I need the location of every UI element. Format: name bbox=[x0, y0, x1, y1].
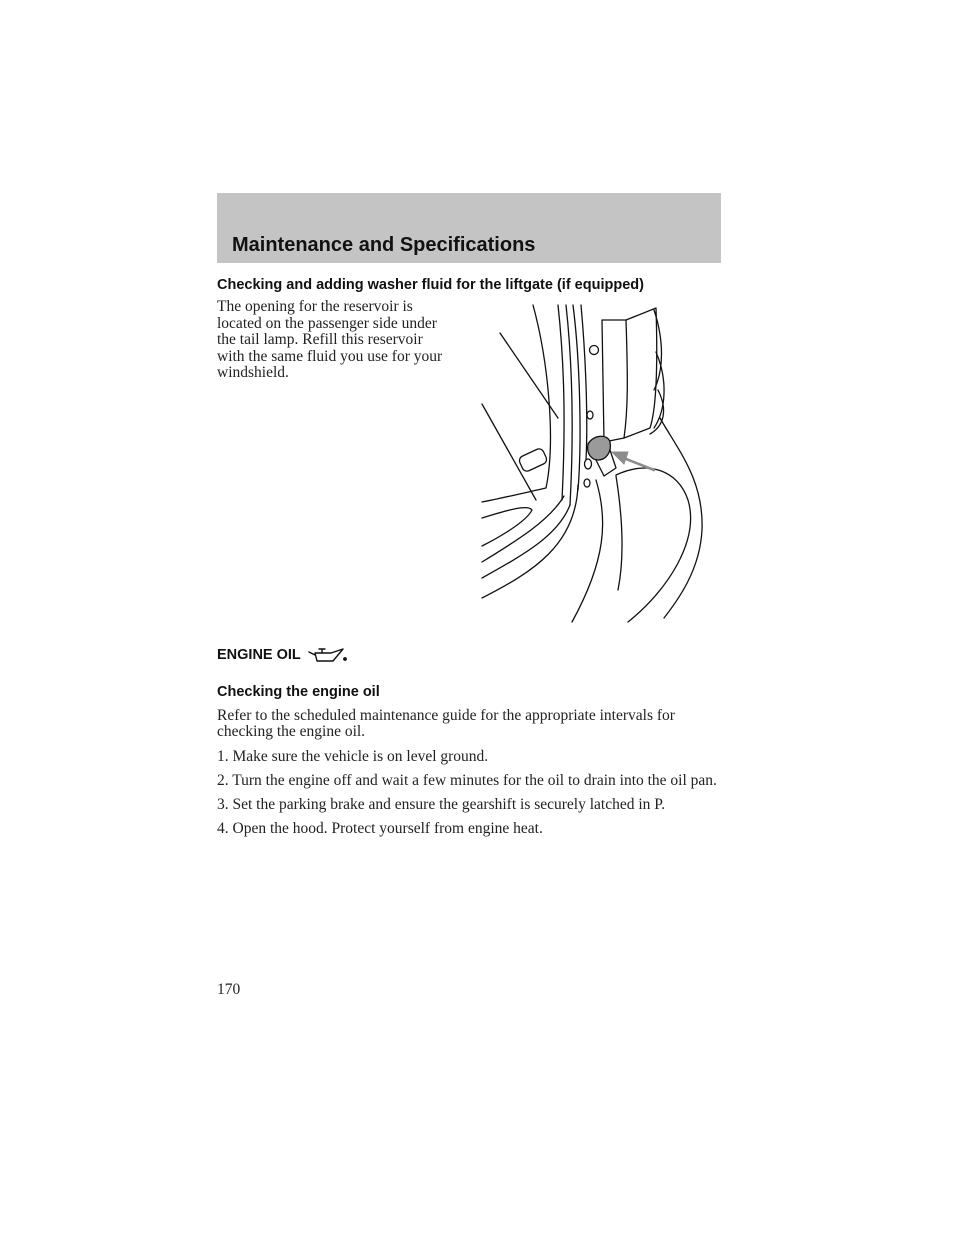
washer-fluid-heading: Checking and adding washer fluid for the liftgate (if equipped) bbox=[217, 277, 644, 293]
intro-line: windshield. bbox=[217, 364, 289, 382]
intro-paragraph: Refer to the scheduled maintenance guide for the appropriate intervals for checking the engine oil. bbox=[217, 707, 675, 741]
washer-fluid-intro bbox=[217, 299, 472, 382]
liftgate-washer-reservoir-illustration bbox=[478, 300, 710, 625]
step-3: 3. Set the parking brake and ensure the gearshift is securely latched in P. bbox=[217, 796, 666, 814]
engine-oil-heading-text: ENGINE OIL bbox=[217, 647, 301, 663]
step-2: 2. Turn the engine off and wait a few minutes for the oil to drain into the oil pan. bbox=[217, 771, 717, 789]
intro-line: with the same fluid you use for your bbox=[217, 347, 443, 365]
page-number: 170 bbox=[217, 981, 241, 998]
step-1: 1. Make sure the vehicle is on level ground. bbox=[217, 747, 489, 765]
oil-can-icon bbox=[307, 646, 347, 664]
section-header-band bbox=[217, 193, 721, 263]
step-4: 4. Open the hood. Protect yourself from engine heat. bbox=[217, 820, 543, 838]
intro-line: The opening for the reservoir is bbox=[217, 298, 413, 315]
engine-oil-instructions bbox=[217, 708, 723, 846]
intro-line: located on the passenger side under bbox=[217, 314, 437, 332]
engine-oil-heading bbox=[217, 646, 347, 664]
intro-line: the tail lamp. Refill this reservoir bbox=[217, 331, 423, 349]
section-title: Maintenance and Specifications bbox=[232, 234, 536, 256]
checking-engine-oil-heading: Checking the engine oil bbox=[217, 684, 380, 700]
